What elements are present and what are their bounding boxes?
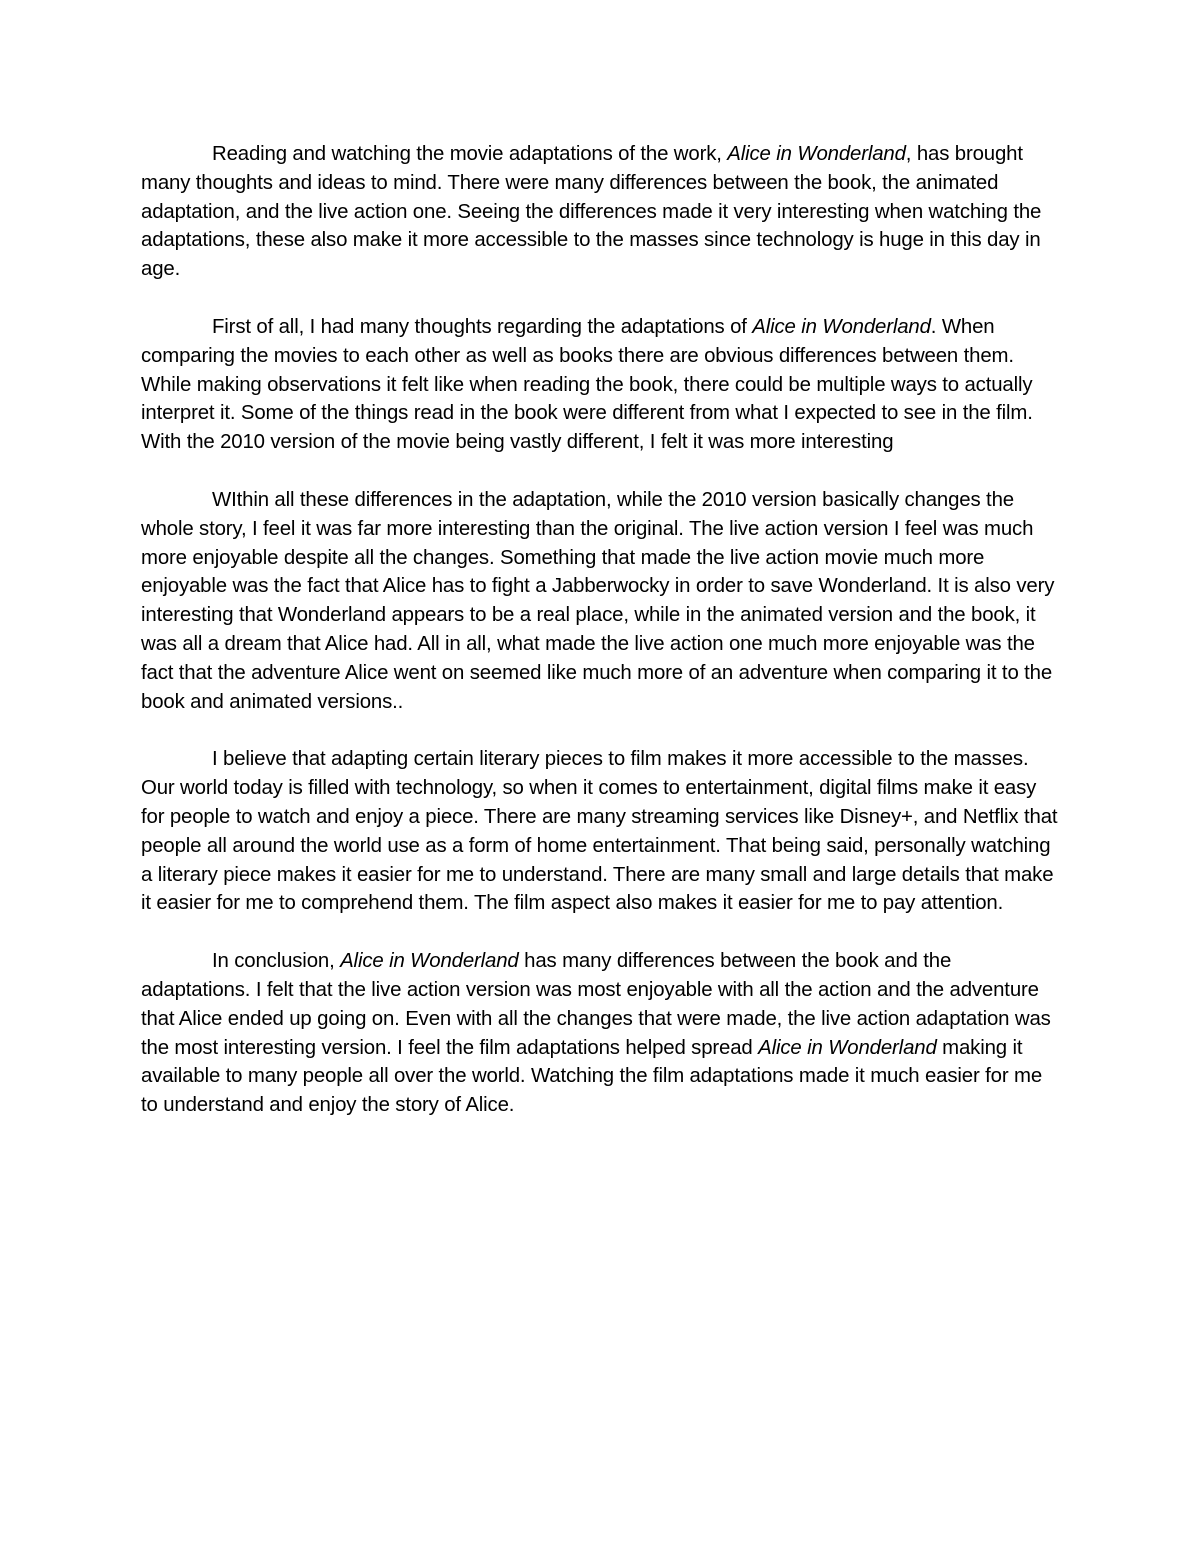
text-segment: has many differences between the book and the adaptations. I felt that the live action version was most enjoyable with all the action and the adventure that Alice ended up going on. Even with all the changes that were made, the live action adaptation was the most interesting version. I feel the film adaptations helped spread bbox=[141, 950, 1051, 1059]
text-segment: Reading and watching the movie adaptations of the work, bbox=[212, 143, 728, 165]
book-title-italic: Alice in Wonderland bbox=[727, 143, 906, 165]
paragraph-2 bbox=[141, 313, 1059, 457]
book-title-italic: Alice in Wonderland bbox=[758, 1036, 937, 1059]
essay-body bbox=[141, 140, 1059, 1149]
text-segment: First of all, I had many thoughts regarding the adaptations of bbox=[212, 315, 753, 338]
book-title-italic: Alice in Wonderland bbox=[340, 950, 519, 973]
text-segment: , has brought many thoughts and ideas to mind. There were many differences between the book, the animated adaptation, and the live action one. Seeing the differences made it very interesting when watching the adaptations, these also make it more accessible to the masses since technology is huge in this day in age. bbox=[141, 143, 1042, 281]
paragraph-3 bbox=[141, 486, 1059, 716]
text-segment: WIthin all these differences in the adaptation, while the 2010 version basically changes the whole story, I feel it was far more interesting than the original. The live action version I feel was much more enjoyable despite all the changes. Something that made the live action movie much more enjoyable was the fact that Alice has to fight a Jabberwocky in order to save Wonderland. It is also very interesting that Wonderland appears to be a real place, while in the animated version and the book, it was all a dream that Alice had. All in all, what made the live action one much more enjoyable was the fact that the adventure Alice went on seemed like much more of an adventure when comparing it to the book and animated versions.. bbox=[141, 488, 1055, 713]
text-segment: . When comparing the movies to each other as well as books there are obvious differences between them. While making observations it felt like when reading the book, there could be multiple ways to actually interpret it. Some of the things read in the book were different from what I expected to see in the film. With the 2010 version of the movie being vastly different, I felt it was more interesting bbox=[141, 315, 1033, 454]
book-title-italic: Alice in Wonderland bbox=[752, 315, 931, 338]
paragraph-1 bbox=[141, 140, 1059, 284]
text-segment: In conclusion, bbox=[212, 950, 341, 973]
text-segment: I believe that adapting certain literary pieces to film makes it more accessible to the masses. Our world today is filled with technology, so when it comes to entertainment, digital films make it easy for people to watch and enjoy a piece. There are many streaming services like Disney+, and Netflix that people all around the world use as a form of home entertainment. That being said, personally watching a literary piece makes it easier for me to understand. There are many small and large details that make it easier for me to comprehend them. The film aspect also makes it easier for me to pay attention. bbox=[141, 748, 1058, 915]
paragraph-5 bbox=[141, 947, 1059, 1120]
paragraph-4 bbox=[141, 745, 1059, 918]
text-segment: making it available to many people all over the world. Watching the film adaptations made it much easier for me to understand and enjoy the story of Alice. bbox=[141, 1036, 1043, 1117]
